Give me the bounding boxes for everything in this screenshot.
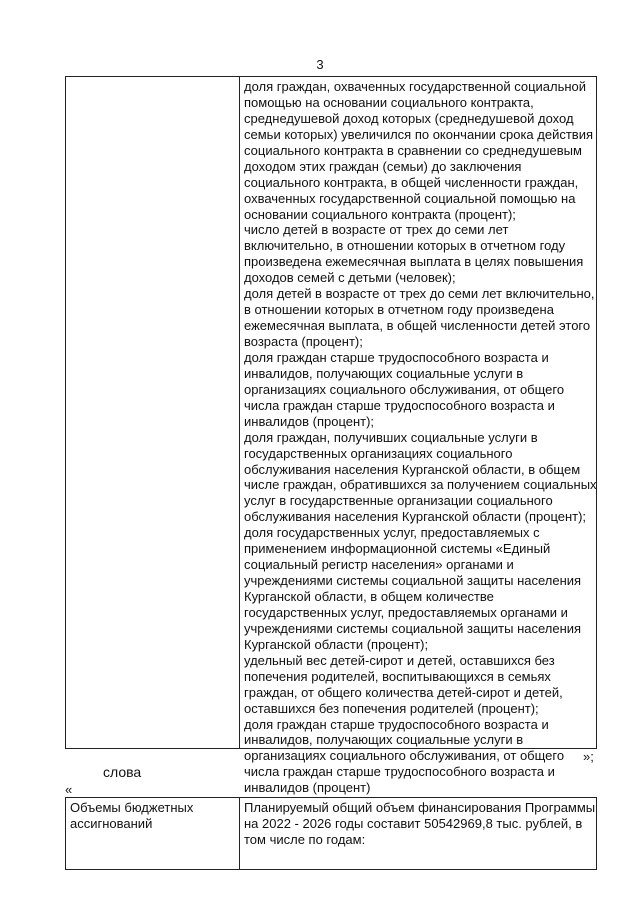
text-line: доля граждан, получивших социальные услуги в: [244, 429, 538, 445]
text-line: инвалидов, получающих социальные услуги в: [244, 732, 524, 748]
text-line: инвалидов (процент);: [244, 413, 375, 429]
text-line: удельный вес детей-сирот и детей, оставшихся без: [244, 652, 555, 668]
replacement-word: слова: [103, 764, 142, 780]
text-line: организациях социального обслуживания, от общего: [244, 748, 565, 764]
text-line: государственных организациях социального: [244, 445, 513, 461]
text-line: Планируемый общий объем финансирования Программы: [244, 800, 596, 815]
text-line: оставшихся без попечения родителей (процент);: [244, 700, 539, 716]
text-line: ежемесячная выплата, в общей численности детей этого: [244, 318, 591, 334]
text-line: попечения родителей, воспитывающихся в семьях: [244, 668, 551, 684]
column-divider: [239, 798, 240, 869]
text-line: ассигнований: [70, 816, 153, 831]
text-line: числе граждан, обратившихся за получением социальных: [244, 477, 597, 493]
text-line: семьи которых) увеличился по окончании срока действия: [244, 126, 594, 142]
budget-table: [65, 797, 597, 870]
text-line: учреждениями системы социальной защиты населения: [244, 573, 582, 589]
text-line: обслуживания населения Курганской области, в общем: [244, 461, 581, 477]
text-line: доля детей в возрасте от трех до семи лет включительно,: [244, 286, 595, 302]
text-line: доходом этих граждан (семьи) до заключения: [244, 158, 522, 174]
closing-quote: »;: [583, 749, 594, 764]
text-line: социального контракта в сравнении со среднедушевым: [244, 142, 582, 158]
text-line: произведена ежемесячная выплата в целях повышения: [244, 254, 584, 270]
text-line: доходов семей с детьми (человек);: [244, 270, 456, 286]
text-line: том числе по годам:: [244, 832, 366, 847]
opening-quote: «: [65, 782, 73, 797]
text-line: на 2022 - 2026 годы составит 50542969,8 тыс. рублей, в: [244, 816, 583, 831]
text-line: возраста (процент);: [244, 334, 363, 349]
text-line: включительно, в отношении которых в отчетном году: [244, 238, 566, 254]
text-line: услуг в государственные организации социального: [244, 493, 553, 509]
text-line: организациях социального обслуживания, от общего: [244, 381, 565, 397]
text-line: Курганской области (процент);: [244, 636, 429, 652]
text-line: числа граждан старше трудоспособного возраста и: [244, 397, 555, 413]
page-number: 3: [316, 57, 324, 72]
text-line: доля граждан, охваченных государственной социальной: [244, 79, 587, 94]
text-line: помощью на основании социального контракта,: [244, 94, 534, 110]
text-line: граждан, от общего количества детей-сирот и детей,: [244, 684, 563, 700]
text-line: инвалидов, получающих социальные услуги в: [244, 365, 524, 381]
text-line: числа граждан старше трудоспособного возраста и: [244, 764, 555, 780]
indicators-cell: [244, 79, 597, 796]
text-line: число детей в возрасте от трех до семи лет: [244, 222, 509, 238]
column-divider: [239, 77, 240, 748]
text-line: доля граждан старше трудоспособного возраста и: [244, 349, 549, 365]
text-line: в отношении которых в отчетном году произведена: [244, 302, 554, 318]
text-line: инвалидов (процент): [244, 780, 371, 796]
text-line: социальный регистр населения» органами и: [244, 557, 514, 573]
text-line: среднедушевой доход которых (среднедушевой доход: [244, 110, 574, 126]
text-line: учреждениями системы социальной защиты населения: [244, 620, 582, 636]
text-line: государственных услуг, предоставляемых органами и: [244, 604, 568, 620]
text-line: социального контракта, в общей численности граждан,: [244, 174, 579, 190]
budget-value-cell: [244, 800, 594, 848]
text-line: применением информационной системы «Единый: [244, 541, 551, 557]
text-line: охваченных государственной социальной помощью на: [244, 190, 576, 206]
text-line: основании социального контракта (процент);: [244, 206, 516, 222]
text-line: Курганской области, в общем количестве: [244, 589, 494, 604]
text-line: Объемы бюджетных: [70, 800, 194, 815]
text-line: доля граждан старше трудоспособного возраста и: [244, 716, 549, 732]
text-line: доля государственных услуг, предоставляемых с: [244, 525, 540, 541]
text-line: обслуживания населения Курганской области (процент);: [244, 509, 587, 525]
budget-label-cell: [70, 800, 235, 832]
